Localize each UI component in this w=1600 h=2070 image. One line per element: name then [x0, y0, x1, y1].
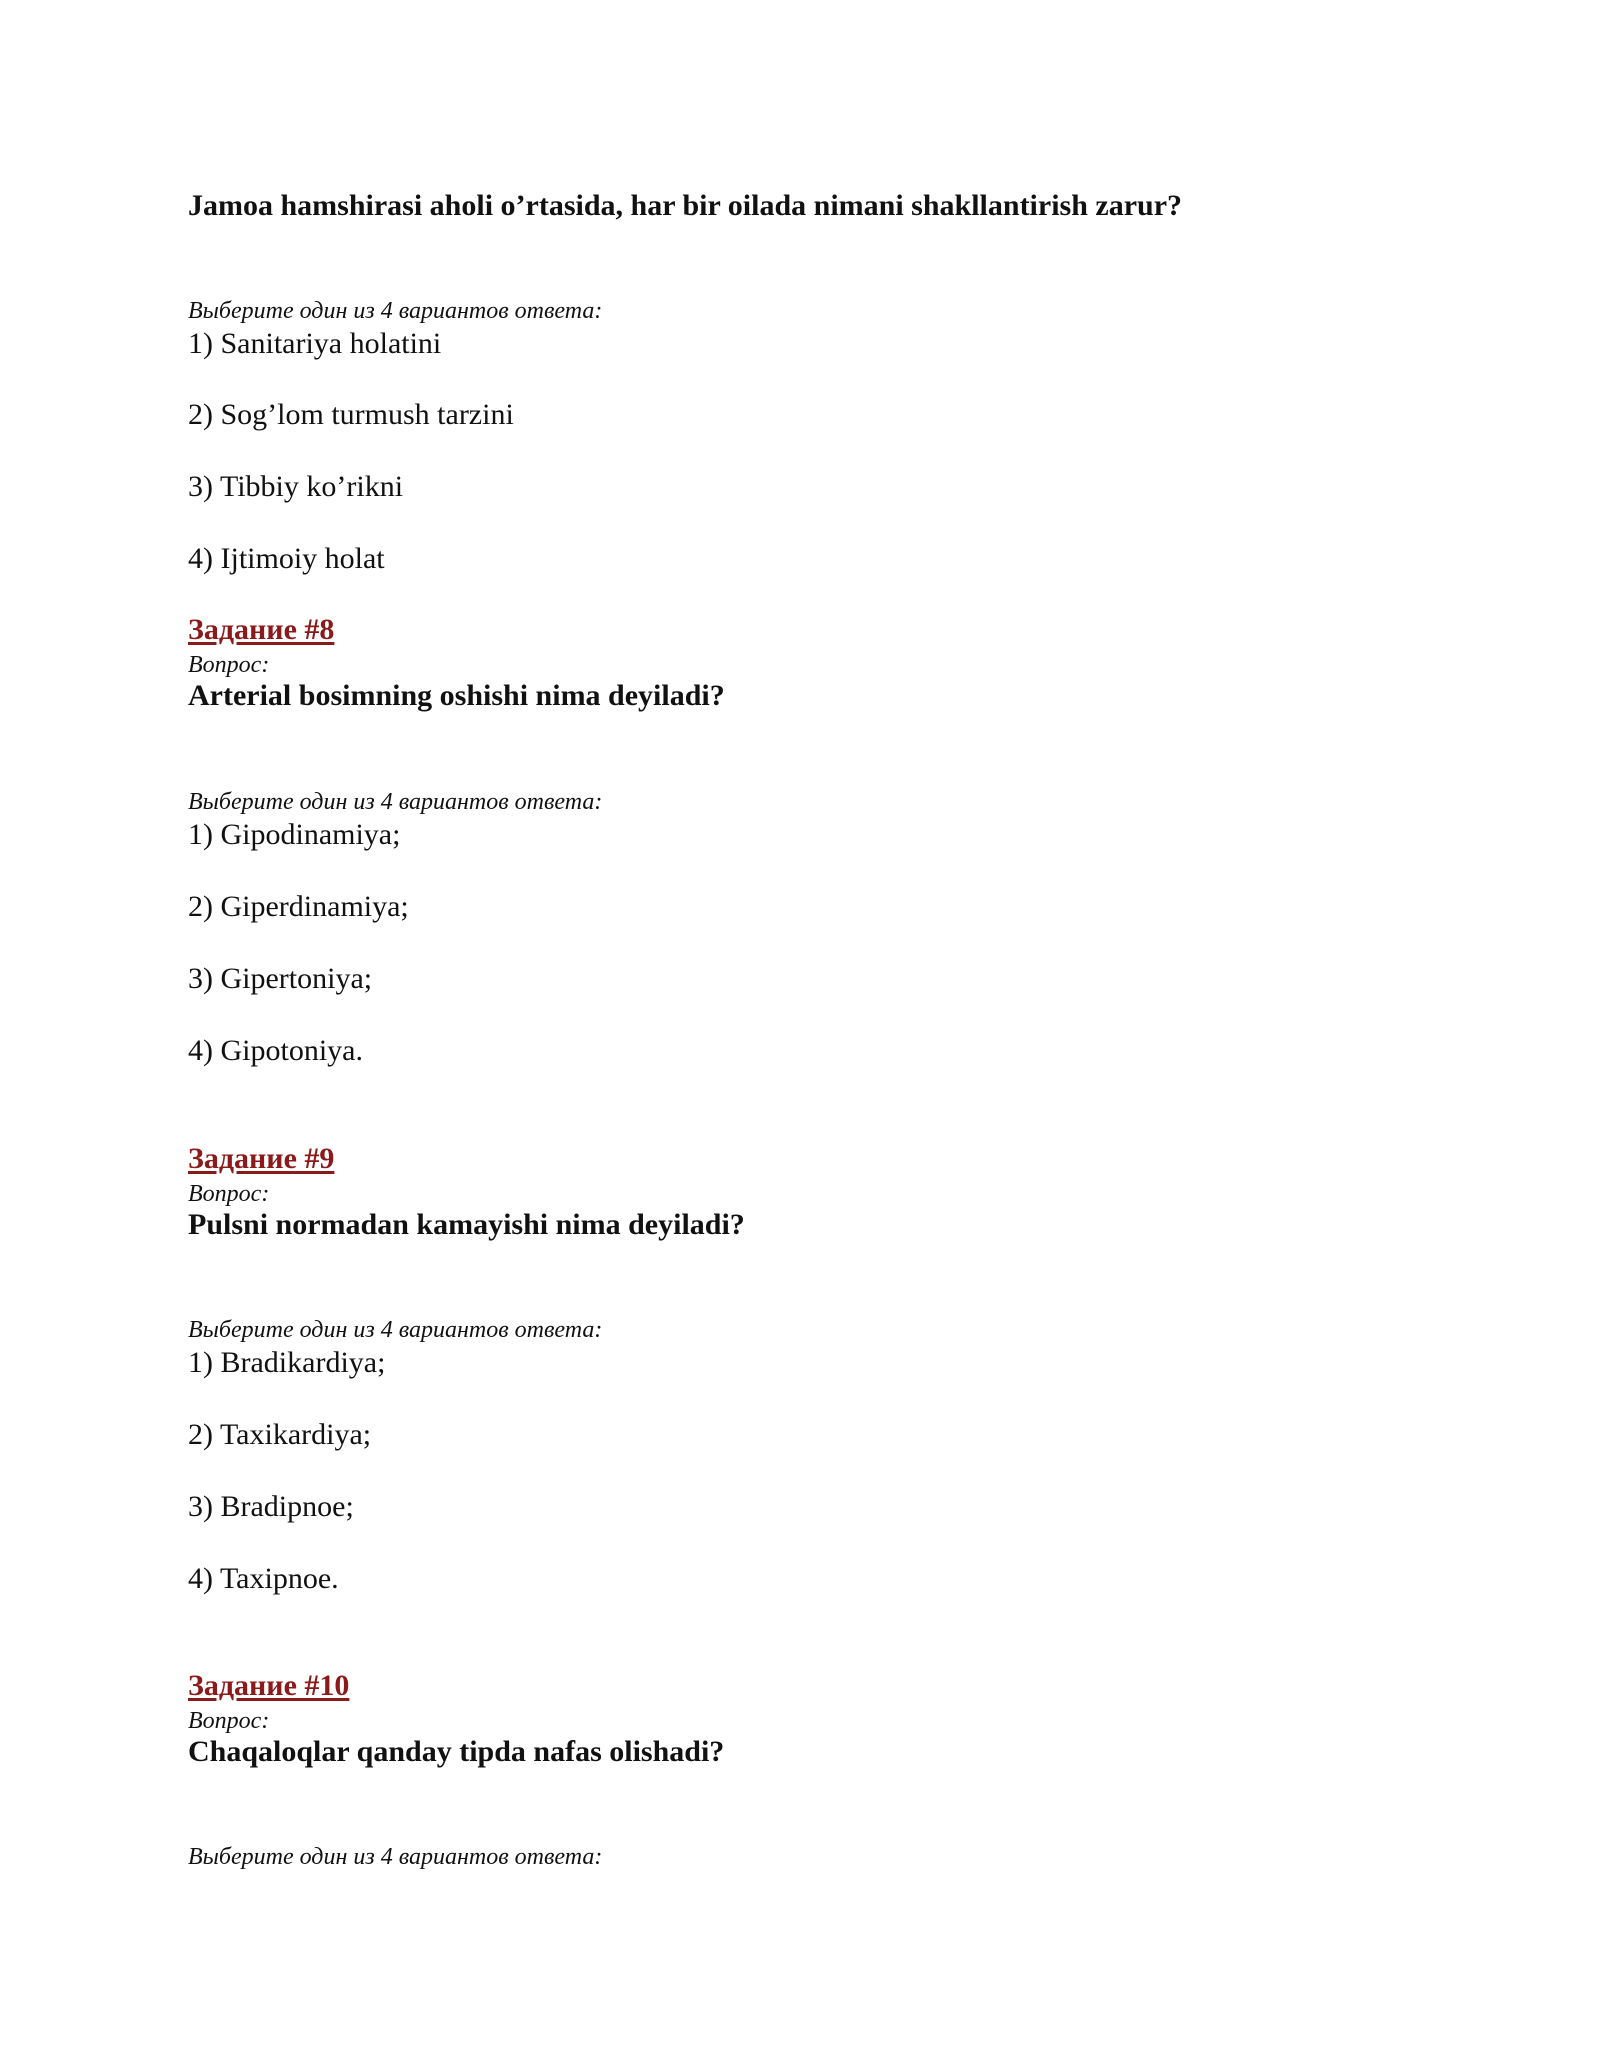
question-text: Chaqaloqlar qanday tipda nafas olishadi? [188, 1735, 725, 1768]
answer-option: 1) Gipodinamiya; [188, 818, 401, 851]
answer-prompt: Выберите один из 4 вариантов ответа: [188, 1317, 603, 1343]
answer-option: 2) Sog’lom turmush tarzini [188, 398, 514, 431]
question-label: Вопрос: [188, 1181, 270, 1207]
question-label: Вопрос: [188, 1708, 270, 1734]
answer-option: 4) Ijtimoiy holat [188, 542, 385, 575]
answer-option: 4) Taxipnoe. [188, 1562, 339, 1595]
task-heading: Задание #8 [188, 613, 335, 646]
answer-prompt: Выберите один из 4 вариантов ответа: [188, 298, 603, 324]
answer-option: 2) Taxikardiya; [188, 1418, 372, 1451]
task-heading: Задание #10 [188, 1669, 350, 1702]
answer-prompt: Выберите один из 4 вариантов ответа: [188, 1844, 603, 1870]
answer-option: 3) Bradipnoe; [188, 1490, 354, 1523]
answer-option: 3) Tibbiy ko’rikni [188, 470, 404, 503]
question-text: Pulsni normadan kamayishi nima deyiladi? [188, 1208, 745, 1241]
answer-option: 2) Giperdinamiya; [188, 890, 409, 923]
question-text: Arterial bosimning oshishi nima deyiladi? [188, 679, 725, 712]
answer-option: 4) Gipotoniya. [188, 1034, 363, 1067]
answer-option: 1) Bradikardiya; [188, 1346, 386, 1379]
task-heading: Задание #9 [188, 1142, 335, 1175]
answer-option: 3) Gipertoniya; [188, 962, 373, 995]
answer-option: 1) Sanitariya holatini [188, 327, 442, 360]
question-label: Вопрос: [188, 652, 270, 678]
answer-prompt: Выберите один из 4 вариантов ответа: [188, 789, 603, 815]
question-text: Jamoa hamshirasi aholi o’rtasida, har bir oilada nimani shakllantirish zarur? [188, 189, 1183, 222]
